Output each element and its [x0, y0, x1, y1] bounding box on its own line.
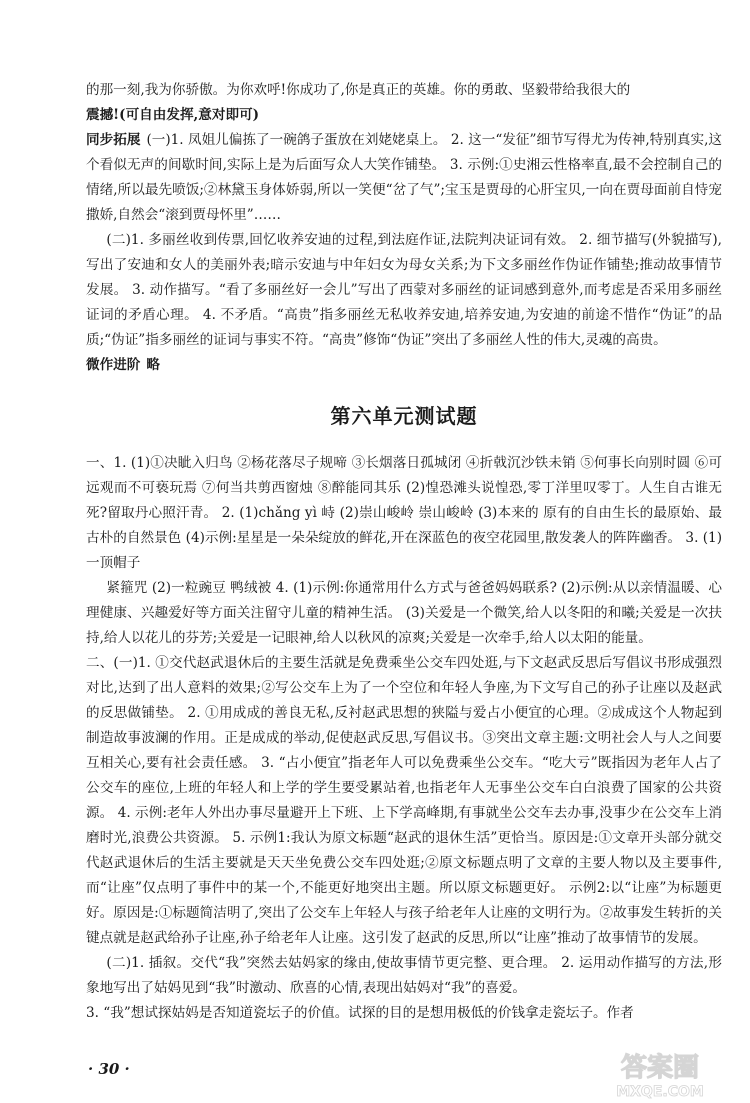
watermark-logo [582, 1048, 742, 1100]
part2-para-3: 3. “我”想试探姑妈是否知道瓷坛子的价值。试探的目的是想用极低的价钱拿走瓷坛子。作者 [86, 1005, 634, 1021]
page-number: · 30 · [88, 1060, 130, 1078]
watermark-text-en: MXQE.COM [616, 1084, 704, 1100]
unit-test-title: 第六单元测试题 [330, 404, 478, 428]
micro-writing: 微作进阶 略 [86, 357, 160, 373]
micro-writing-label: 微作进阶 [86, 357, 141, 373]
part2-para-1: 二、(一)1. ①交代赵武退休后的主要生活就是免费乘坐公交车四处逛,与下文赵武反思后写倡议书形成强烈对比,达到了出人意料的效果;②写公交车上为了一个空位和年轻人争座,为下文写自己的孙子让座以及赵武的反思做铺垫。 2. ①用成成的善良无私,反衬赵武思想的狭隘与爱占小便宜的心理。②成成这个人物起到制造故事波澜的作用。正是成成的举动,促使赵武反思,写倡议书。③突出文章主题:文明社会人与人之间要互相关心,要有社会责任感。 3. “占小便宜”指老年人可以免费乘坐公交车。“吃大亏”既指因为老年人占了公交车的座位,上班的年轻人和上学的学生要受累站着,也指老年人无事坐公交车白白浪费了国家的公共资源。 4. 示例:老年人外出办事尽量避开上下班、上下学高峰期,有事就坐公交车去办事,没事少在公交车上消磨时光,浪费公共资源。 5. 示例1:我认为原文标题“赵武的退休生活”更恰当。原因是:①文章开头部分就交代赵武退休后的生活主要就是天天坐免费公交车四处逛;②原文标题点明了文章的主要人物以及主要事件,而“让座”仅点明了事件中的某一个,不能更好地突出主题。所以原文标题更好。 示例2:以“让座”为标题更好。原因是:①标题简洁明了,突出了公交车上年轻人与孩子给老年人让座的文明行为。②故事发生转折的关键点就是赵武给孙子让座,孙子给老年人让座。这引发了赵武的反思,所以“让座”推动了故事情节的发展。 [86, 655, 722, 946]
watermark-text-cn: 答案圈 [620, 1053, 700, 1083]
sync-extension-label: 同步拓展 [86, 132, 141, 148]
part2-para-2: (二)1. 插叙。交代“我”突然去姑妈家的缘由,使故事情节更完整、更合理。 2. 运用动作描写的方法,形象地写出了姑妈见到“我”时激动、欣喜的心情,表现出姑妈对“我”的喜爱。 [86, 955, 722, 996]
sync-extension-para-1: 同步拓展 (一)1. 凤姐儿偏拣了一碗鸽子蛋放在刘姥姥桌上。 2. 这一“发征”细节写得尤为传神,特别真实,这个看似无声的间歇时间,实际上是为后面写众人大笑作铺垫。 3. 示例:①史湘云性格率直,最不会控制自己的情绪,所以最先喷饭;②林黛玉身体娇弱,所以一笑便“岔了气”;宝玉是贾母的心肝宝贝,一向在贾母面前自恃宠撒娇,自然会“滚到贾母怀里”…… [86, 132, 722, 223]
part1-para-2: 紧箍咒 (2)一粒豌豆 鸭绒被 4. (1)示例:你通常用什么方式与爸爸妈妈联系? (2)示例:从以亲情温暖、心理健康、兴趣爱好等方面关注留守儿童的精神生活。 (3)关爱是一个微笑,给人以冬阳的和曦;关爱是一次扶持,给人以花儿的芬芳;关爱是一记眼神,给人以秋风的凉爽;关爱是一次牵手,给人以太阳的能量。 [86, 580, 722, 646]
top-line-1: 的那一刻,我为你骄傲。为你欢呼!你成功了,你是真正的英雄。你的勇敢、坚毅带给我很大的 [86, 82, 631, 98]
answer-page [86, 78, 722, 1026]
sync-extension-para-2: (二)1. 多丽丝收到传票,回忆收养安迪的过程,到法庭作证,法院判决证词有效。 2. 细节描写(外貌描写),写出了安迪和女人的美丽外表;暗示安迪与中年妇女为母女关系;为下文多丽丝作伪证作铺垫;推动故事情节发展。 3. 动作描写。“看了多丽丝好一会儿”写出了西蒙对多丽丝的证词感到意外,而考虑是否采用多丽丝证词的矛盾心理。 4. 不矛盾。“高贵”指多丽丝无私收养安迪,培养安迪,为安迪的前途不惜作“伪证”的品质;“伪证”指多丽丝的证词与事实不符。“高贵”修饰“伪证”突出了多丽丝人性的伟大,灵魂的高贵。 [86, 232, 722, 348]
part1-para-1: 一、1. (1)①决眦入归鸟 ②杨花落尽子规啼 ③长烟落日孤城闭 ④折戟沉沙铁未销 ⑤何事长向别时圆 ⑥可远观而不可亵玩焉 ⑦何当共剪西窗烛 ⑧醉能同其乐 (2)惶恐滩头说惶恐,零丁洋里叹零丁。人生自古谁无死?留取丹心照汗青。 2. (1)chǎng yì 峙 (2)崇山峻岭 崇山峻岭 (3)本来的 原有的自由生长的最原始、最古朴的自然景色 (4)示例:星星是一朵朵绽放的鲜花,开在深蓝色的夜空花园里,散发袭人的阵阵幽香。 3. (1)一顶帽子 [86, 455, 722, 571]
top-line-2: 震撼!(可自由发挥,意对即可) [86, 107, 260, 123]
